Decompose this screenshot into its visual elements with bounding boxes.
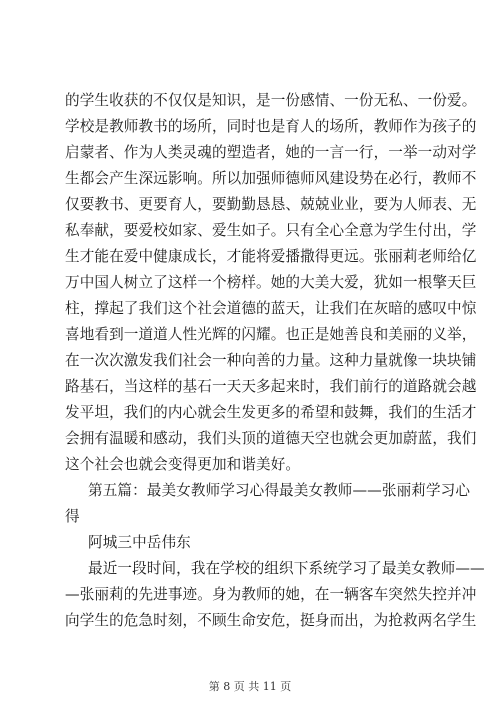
body-line-12: 路基石，当这样的基石一天天多起来时，我们前行的道路就会越: [65, 378, 477, 395]
body-line-16: 最近一段时间，我在学校的组织下系统学习了最美女教师——: [88, 560, 485, 577]
body-line-8: 万中国人树立了这样一个榜样。她的大美大爱，犹如一根擎天巨: [65, 274, 477, 291]
page-number-footer: 第 8 页 共 11 页: [208, 680, 292, 693]
body-line-15: 这个社会也就会变得更加和谐美好。: [65, 456, 301, 473]
body-line-5: 仅要教书、更要育人，要勤勤恳恳、兢兢业业，要为人师表、无: [65, 196, 477, 213]
body-line-7: 生才能在爱中健康成长，才能将爱播撒得更远。张丽莉老师给亿: [65, 248, 477, 265]
body-line-9: 柱，撑起了我们这个社会道德的蓝天，让我们在灰暗的感叹中惊: [65, 300, 477, 317]
body-line-18: 向学生的危急时刻，不顾生命安危，挺身而出，为抢救两名学生: [65, 612, 477, 629]
body-line-13: 发平坦，我们的内心就会生发更多的希望和鼓舞，我们的生活才: [65, 404, 477, 421]
body-line-14: 会拥有温暖和感动，我们头顶的道德天空也就会更加蔚蓝，我们: [65, 430, 477, 447]
body-line-10: 喜地看到一道道人性光辉的闪耀。也正是她善良和美丽的义举，: [65, 326, 477, 343]
body-line-3: 启蒙者、作为人类灵魂的塑造者，她的一言一行，一举一动对学: [65, 144, 477, 161]
section-heading-line-1: 第五篇：最美女教师学习心得最美女教师——张丽莉学习心: [88, 482, 471, 499]
body-line-2: 学校是教师教书的场所，同时也是育人的场所，教师作为孩子的: [65, 118, 477, 135]
body-line-11: 在一次次激发我们社会一种向善的力量。这种力量就像一块块铺: [65, 352, 477, 369]
section-heading-line-2: 得: [65, 508, 80, 525]
author-line: 阿城三中岳伟东: [88, 534, 191, 551]
body-line-17: —张丽莉的先进事迹。身为教师的她，在一辆客车突然失控并冲: [65, 586, 477, 603]
body-line-1: 的学生收获的不仅仅是知识，是一份感情、一份无私、一份爱。: [65, 92, 477, 109]
body-line-4: 生都会产生深远影响。所以加强师德师风建设势在必行，教师不: [65, 170, 477, 187]
body-line-6: 私奉献，要爱校如家、爱生如子。只有全心全意为学生付出，学: [65, 222, 477, 239]
